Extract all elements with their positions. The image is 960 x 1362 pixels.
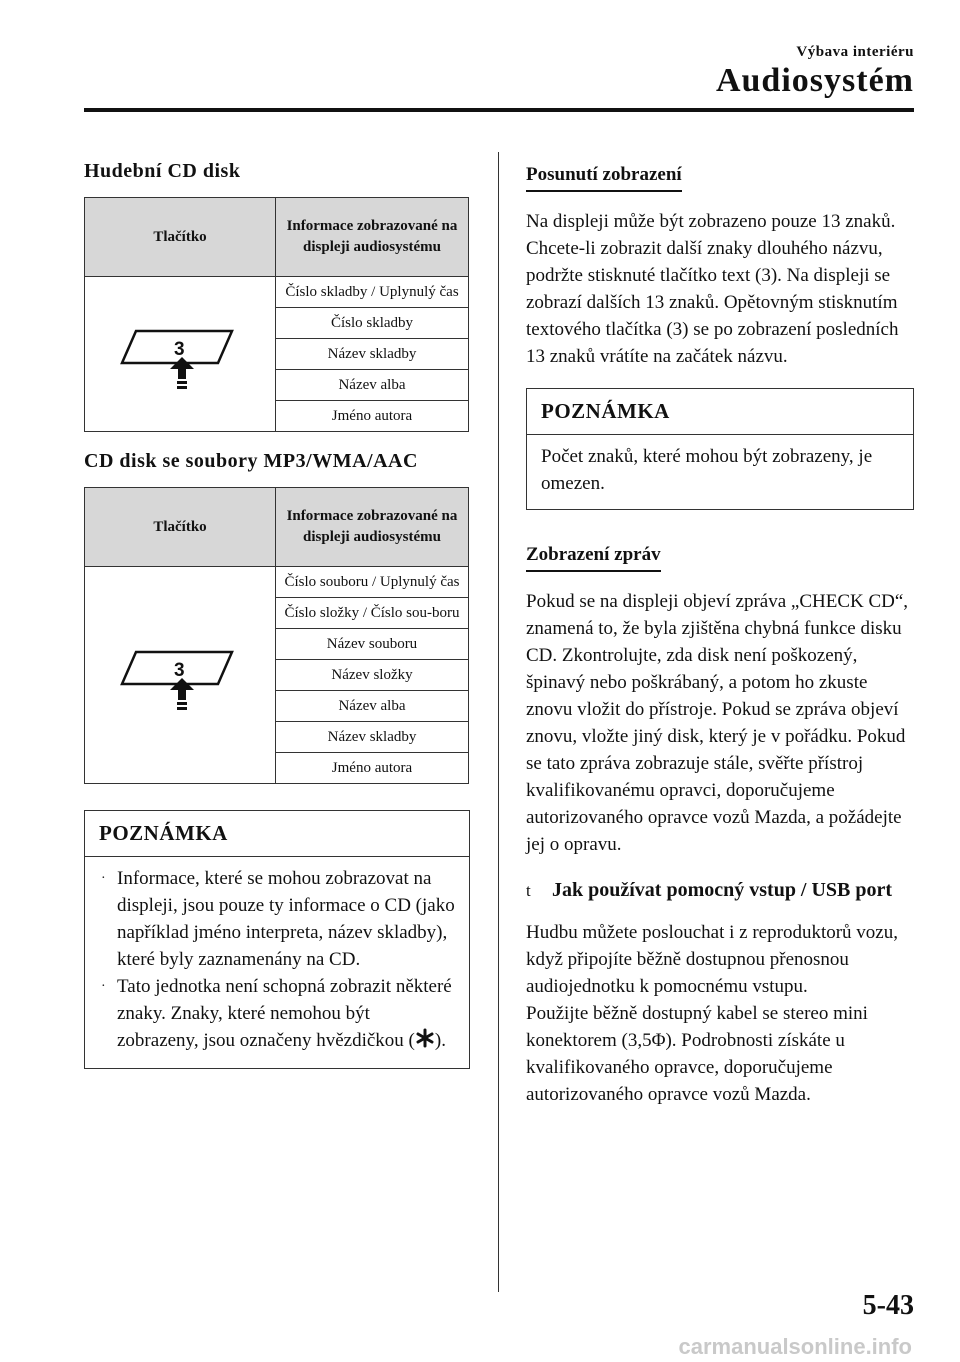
button-3-cell	[85, 277, 276, 432]
aux-p2-start: Použijte běžně dostupný kabel se stereo mini konektorem (3,5	[526, 1003, 868, 1051]
aux-title: Jak používat pomocný vstup / USB port	[552, 879, 893, 901]
table-cell: Číslo složky / Číslo sou-boru	[276, 598, 469, 629]
table-cell: Název složky	[276, 660, 469, 691]
note-item-end: ).	[434, 1030, 446, 1051]
note-item-text: Informace, které se mohou zobrazovat na displeji, jsou pouze ty informace o CD (jako například jméno interpreta, název skladby), které byly zaznamenány na CD.	[117, 868, 455, 970]
table-cell: Název alba	[276, 370, 469, 401]
col-header-button: Tlačítko	[85, 198, 276, 277]
messages-paragraph: Pokud se na displeji objeví zpráva „CHECK CD“, znamená to, že byla zjištěna chybná funkce disku CD. Zkontrolujte, zda disk není poškozený, špinavý nebo poškrábaný, a potom ho zkuste znovu vložit do přístroje. Pokud se zpráva objeví znovu, vložte jiný disk, který je v pořádku. Pokud se tato zpráva zobrazuje stále, svěřte přístroj kvalifikovanému opravci, doporučujeme autorizovaného opravce vozů Mazda, a požádejte jej o opravu.	[526, 591, 909, 855]
aux-p2-end: ). Podrobnosti získáte u kvalifikovaného opravce, doporučujeme autorizovaného opravce vozů Mazda.	[526, 1030, 845, 1105]
scroll-paragraph: Na displeji může být zobrazeno pouze 13 znaků. Chcete-li zobrazit další znaky dlouhého názvu, podržte stisknuté tlačítko text (3). Na displeji se zobrazí dalších 13 znaků. Opětovným stisknutím textového tlačítka (3) se po zobrazení posledních 13 znaků vrátíte na začátek názvu.	[526, 211, 899, 367]
note-heading: POZNÁMKA	[527, 389, 913, 435]
page-number: 5-43	[862, 1290, 914, 1321]
button-3-cell	[85, 567, 276, 784]
note-item-text: Tato jednotka není schopná zobrazit některé znaky. Znaky, které nemohou být zobrazeny, jsou označeny hvězdičkou (	[117, 976, 452, 1051]
note-box	[84, 810, 470, 1069]
mp3-section-title: CD disk se soubory MP3/WMA/AAC	[84, 450, 418, 472]
scroll-section-title: Posunutí zobrazení	[526, 164, 682, 192]
table-cell: Název skladby	[276, 339, 469, 370]
table-cell: Název alba	[276, 691, 469, 722]
list-item	[99, 973, 455, 1054]
text-button-3-icon	[120, 628, 240, 718]
table-header-row	[85, 488, 469, 567]
col-header-button: Tlačítko	[85, 488, 276, 567]
button-3-label: 3	[174, 338, 185, 360]
table-cell: Číslo skladby / Uplynulý čas	[276, 277, 469, 308]
col-header-info: Informace zobrazované na displeji audiosystému	[276, 488, 469, 567]
watermark: carmanualsonline.info	[678, 1334, 912, 1359]
note-heading: POZNÁMKA	[85, 811, 469, 857]
text-button-3-icon	[120, 307, 240, 397]
list-item	[99, 865, 455, 973]
bullet: ·	[101, 871, 106, 886]
table-cell: Číslo souboru / Uplynulý čas	[276, 567, 469, 598]
header-title: Audiosystém	[715, 62, 914, 99]
right-column	[526, 160, 914, 1108]
table-row	[85, 567, 469, 598]
aux-paragraph-1: Hudbu můžete poslouchat i z reproduktorů vozu, když připojíte běžně dostupnou přenosnou audiojednotku k pomocnému vstupu.	[526, 922, 898, 997]
button-3-label: 3	[174, 659, 185, 681]
section-marker: t	[526, 881, 531, 900]
bullet: ·	[101, 979, 106, 994]
table-header-row	[85, 198, 469, 277]
note-text: Počet znaků, které mohou být zobrazeny, je omezen.	[541, 446, 873, 494]
table-cell: Číslo skladby	[276, 308, 469, 339]
note-body	[85, 857, 469, 1068]
table-cell: Jméno autora	[276, 753, 469, 784]
table-row	[85, 277, 469, 308]
column-divider	[498, 152, 499, 1292]
messages-section-title: Zobrazení zpráv	[526, 544, 661, 572]
col-header-info: Informace zobrazované na displeji audiosystému	[276, 198, 469, 277]
diameter-symbol: Φ	[651, 1030, 666, 1051]
header-rule	[84, 108, 914, 112]
mp3-info-table	[84, 487, 469, 784]
note-box	[526, 388, 914, 510]
table-cell: Jméno autora	[276, 401, 469, 432]
aux-heading	[526, 876, 914, 905]
aux-paragraph-2	[526, 1000, 914, 1108]
left-column	[84, 160, 470, 1069]
table-cell: Název souboru	[276, 629, 469, 660]
cd-info-table	[84, 197, 469, 432]
header-section: Výbava interiéru	[796, 44, 914, 60]
cd-section-title: Hudební CD disk	[84, 160, 241, 182]
asterisk-icon	[415, 1028, 435, 1048]
table-cell: Název skladby	[276, 722, 469, 753]
